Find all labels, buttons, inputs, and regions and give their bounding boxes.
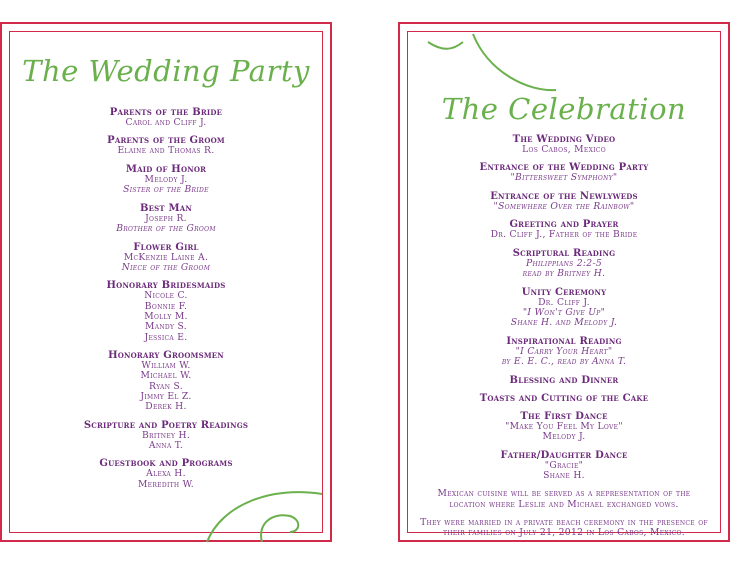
- section-line: Shane H.: [543, 470, 585, 482]
- section-line: Ryan S.: [149, 380, 183, 392]
- program-section: [400, 393, 728, 404]
- program-section: [400, 162, 728, 183]
- section-line: Meredith W.: [137, 478, 195, 490]
- program-section: [400, 134, 728, 155]
- section-line: Michael W.: [140, 370, 192, 382]
- section-heading: Flower Girl: [133, 241, 199, 253]
- section-heading: Guestbook and Programs: [99, 458, 233, 470]
- section-line: "Bittersweet Symphony": [510, 172, 618, 184]
- closing-note: Mexican cuisine will be served as a representation of the location where Leslie and Michael exchanged vows.: [437, 488, 691, 510]
- section-heading: Entrance of the Wedding Party: [479, 162, 649, 174]
- program-list: [400, 134, 728, 538]
- section-heading: The First Dance: [520, 410, 608, 422]
- program-section: [400, 287, 728, 329]
- celebration-card: [398, 22, 730, 542]
- program-section: [400, 248, 728, 280]
- section-line: Carol and Cliff J.: [125, 117, 207, 128]
- section-line: Shane H. and Melody J.: [510, 317, 618, 329]
- program-section: [2, 107, 330, 128]
- card-title: The Wedding Party: [22, 54, 310, 88]
- section-line: Melody J.: [144, 173, 188, 185]
- program-section: [2, 458, 330, 490]
- section-line: Bonnie F.: [144, 300, 188, 312]
- section-heading: Father/Daughter Dance: [500, 449, 628, 461]
- section-heading: Maid of Honor: [125, 163, 207, 175]
- program-section: [400, 411, 728, 443]
- section-heading: Blessing and Dinner: [509, 374, 619, 386]
- section-line: Dr. Cliff J.: [538, 296, 590, 308]
- section-line: "I Won't Give Up": [522, 307, 606, 319]
- program-section: [2, 420, 330, 452]
- section-heading: Greeting and Prayer: [509, 219, 619, 231]
- section-heading: Honorary Groomsmen: [108, 349, 224, 361]
- section-line: Brother of the Groom: [116, 223, 216, 235]
- program-section: [2, 203, 330, 235]
- section-line: Derek H.: [145, 401, 187, 413]
- program-section: [2, 164, 330, 196]
- section-line: Philippians 2:2-5: [525, 257, 603, 269]
- program-section: [400, 336, 728, 368]
- program-section: [2, 350, 330, 412]
- section-line: "Gracie": [544, 459, 584, 471]
- program-section: [2, 135, 330, 156]
- section-line: "Make You Feel My Love": [505, 420, 623, 432]
- section-heading: Inspirational Reading: [506, 335, 622, 347]
- section-line: Joseph R.: [145, 212, 187, 224]
- section-line: "Somewhere Over the Rainbow": [493, 200, 635, 212]
- party-list: [2, 107, 330, 497]
- section-line: read by Britney H.: [522, 268, 606, 280]
- wedding-party-card: [0, 22, 332, 542]
- program-section: [400, 191, 728, 212]
- section-line: McKenzie Laine A.: [123, 251, 209, 263]
- section-heading: Scripture and Poetry Readings: [83, 419, 249, 431]
- section-heading: Unity Ceremony: [521, 286, 607, 298]
- section-line: Nicole C.: [144, 290, 188, 302]
- section-line: Elaine and Thomas R.: [117, 145, 215, 157]
- program-section: [2, 280, 330, 342]
- section-line: Sister of the Bride: [123, 184, 209, 196]
- section-line: by E. E. C., read by Anna T.: [501, 356, 627, 368]
- section-heading: Entrance of the Newlyweds: [490, 190, 638, 202]
- program-section: [2, 242, 330, 274]
- card-title: The Celebration: [441, 92, 687, 126]
- section-line: Niece of the Groom: [121, 261, 211, 273]
- section-line: Dr. Cliff J., Father of the Bride: [490, 229, 638, 241]
- section-line: William W.: [141, 359, 191, 371]
- section-line: "I Carry Your Heart": [515, 345, 613, 357]
- section-line: Melody J.: [542, 431, 586, 443]
- section-line: Jimmy El Z.: [140, 390, 192, 402]
- section-line: Mandy S.: [145, 321, 187, 333]
- program-section: [400, 450, 728, 482]
- section-line: Molly M.: [144, 310, 188, 322]
- section-heading: Toasts and Cutting of the Cake: [479, 392, 649, 404]
- section-heading: Parents of the Groom: [107, 135, 225, 147]
- section-line: Los Cabos, Mexico: [522, 144, 606, 155]
- section-heading: Scriptural Reading: [512, 247, 616, 259]
- section-heading: Honorary Bridesmaids: [106, 280, 226, 292]
- program-section: [400, 375, 728, 386]
- section-line: Britney H.: [141, 429, 191, 441]
- section-heading: Best Man: [139, 202, 193, 214]
- section-heading: Parents of the Bride: [109, 107, 223, 118]
- section-line: Anna T.: [148, 439, 184, 451]
- section-line: Jessica E.: [144, 331, 188, 343]
- closing-note: They were married in a private beach ceremony in the presence of their families on July 21, 2012 in Los Cabos, Mexico.: [420, 516, 708, 538]
- section-heading: The Wedding Video: [512, 134, 616, 145]
- program-section: [400, 219, 728, 240]
- section-line: Alexa H.: [146, 468, 186, 480]
